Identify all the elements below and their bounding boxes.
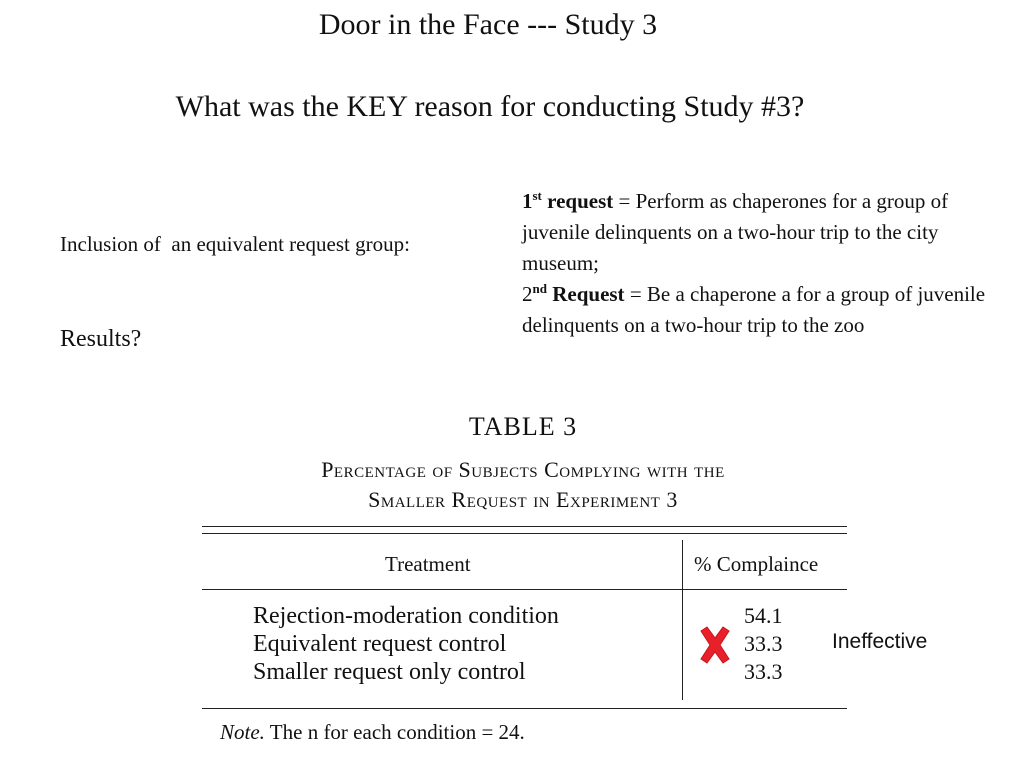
table-caption: Percentage of Subjects Complying with the Smaller Request in Experiment 3 <box>321 457 725 512</box>
table-row: Rejection-moderation condition <box>253 603 559 629</box>
ineffective-annotation: Ineffective <box>832 630 928 653</box>
table-row: Equivalent request control <box>253 631 507 657</box>
slide-title: Door in the Face --- Study 3 <box>318 8 658 41</box>
table-bottom-rule <box>202 708 847 709</box>
results-label: Results? <box>60 326 142 352</box>
table-note: Note. The n for each condition = 24. <box>220 720 525 744</box>
header-treatment: Treatment <box>385 552 471 576</box>
table-top-rule <box>202 526 847 527</box>
header-compliance: % Complaince <box>694 552 819 576</box>
table-title: TABLE 3 <box>468 412 578 441</box>
compliance-value: 33.3 <box>744 659 783 684</box>
slide-question: What was the KEY reason for conducting Study #3? <box>175 90 805 123</box>
table-header-rule <box>202 589 847 590</box>
first-request: 1st request = Perform as chaperones for a group of juvenile delinquents on a two-hour trip to the city museum; <box>522 188 959 275</box>
compliance-value: 54.1 <box>744 603 783 628</box>
red-x-icon <box>697 625 733 665</box>
table-column-divider <box>682 540 683 700</box>
requests-description <box>522 186 1017 341</box>
table-row: Smaller request only control <box>253 659 526 685</box>
inclusion-label: Inclusion of an equivalent request group: <box>60 232 410 256</box>
compliance-value: 33.3 <box>744 631 783 656</box>
table-top-rule-2 <box>202 533 847 534</box>
second-request: 2nd Request = Be a chaperone a for a group of juvenile delinquents on a two-hour trip to the zoo <box>522 281 991 337</box>
